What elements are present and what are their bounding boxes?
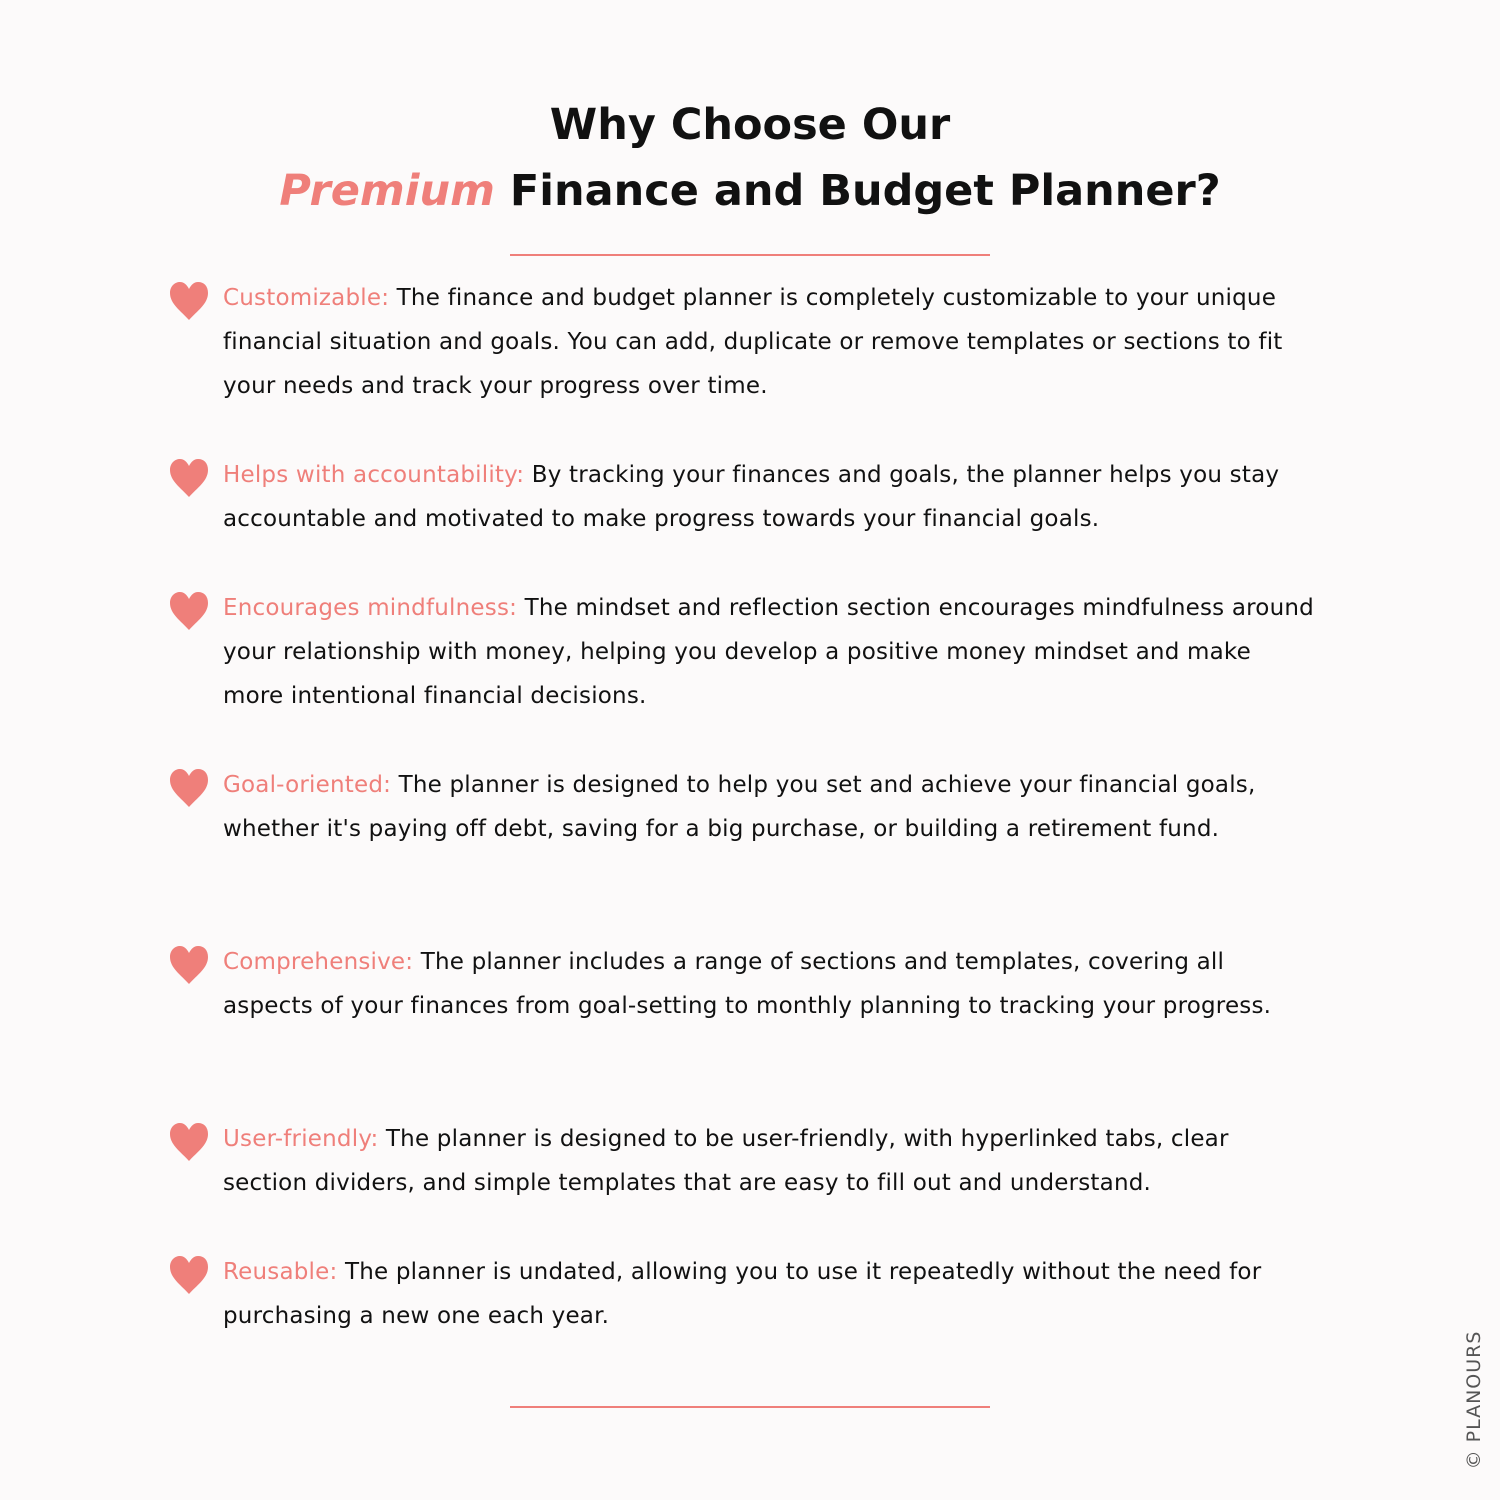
heart-icon xyxy=(168,457,210,499)
feature-label: Helps with accountability: xyxy=(223,462,525,488)
top-divider xyxy=(510,254,990,256)
feature-item-user-friendly xyxy=(168,1117,1318,1205)
heart-icon xyxy=(168,1121,210,1163)
feature-label: User-friendly: xyxy=(223,1126,379,1152)
title-line-1: Why Choose Our xyxy=(549,100,951,150)
feature-text xyxy=(223,1250,1318,1338)
feature-item-accountability xyxy=(168,453,1318,541)
feature-item-reusable xyxy=(168,1250,1318,1338)
feature-label: Goal-oriented: xyxy=(223,772,392,798)
title-accent-word: Premium xyxy=(279,166,495,216)
feature-item-comprehensive xyxy=(168,940,1318,1028)
feature-item-goal-oriented xyxy=(168,763,1318,851)
heart-icon xyxy=(168,1254,210,1296)
bottom-divider xyxy=(510,1406,990,1408)
feature-description: The planner is designed to help you set and achieve your financial goals, whether it's paying off debt, saving for a big purchase, or building a retirement fund. xyxy=(223,772,1256,842)
feature-description: The finance and budget planner is completely customizable to your unique financial situation and goals. You can add, duplicate or remove templates or sections to fit your needs and track your progress over time. xyxy=(223,285,1283,399)
heart-icon xyxy=(168,590,210,632)
feature-label: Encourages mindfulness: xyxy=(223,595,518,621)
heart-icon xyxy=(168,280,210,322)
title-line-2: Finance and Budget Planner? xyxy=(494,166,1221,216)
feature-item-customizable xyxy=(168,276,1318,408)
feature-item-mindfulness xyxy=(168,586,1318,718)
feature-label: Comprehensive: xyxy=(223,949,414,975)
feature-text xyxy=(223,453,1318,541)
feature-label: Customizable: xyxy=(223,285,390,311)
feature-description: By tracking your finances and goals, the planner helps you stay accountable and motivated to make progress towards your financial goals. xyxy=(223,462,1280,532)
feature-text xyxy=(223,1117,1318,1205)
feature-text xyxy=(223,276,1318,408)
page-title xyxy=(0,92,1500,224)
feature-text xyxy=(223,763,1318,851)
feature-text xyxy=(223,940,1318,1028)
heart-icon xyxy=(168,767,210,809)
feature-label: Reusable: xyxy=(223,1259,338,1285)
feature-description: The planner is designed to be user-friendly, with hyperlinked tabs, clear section dividers, and simple templates that are easy to fill out and understand. xyxy=(223,1126,1229,1196)
feature-description: The planner includes a range of sections and templates, covering all aspects of your finances from goal-setting to monthly planning to tracking your progress. xyxy=(223,949,1272,1019)
feature-text xyxy=(223,586,1318,718)
feature-description: The mindset and reflection section encourages mindfulness around your relationship with money, helping you develop a positive money mindset and make more intentional financial decisions. xyxy=(223,595,1314,709)
feature-description: The planner is undated, allowing you to use it repeatedly without the need for purchasing a new one each year. xyxy=(223,1259,1262,1329)
copyright-notice: © PLANOURS xyxy=(1463,1330,1485,1470)
heart-icon xyxy=(168,944,210,986)
